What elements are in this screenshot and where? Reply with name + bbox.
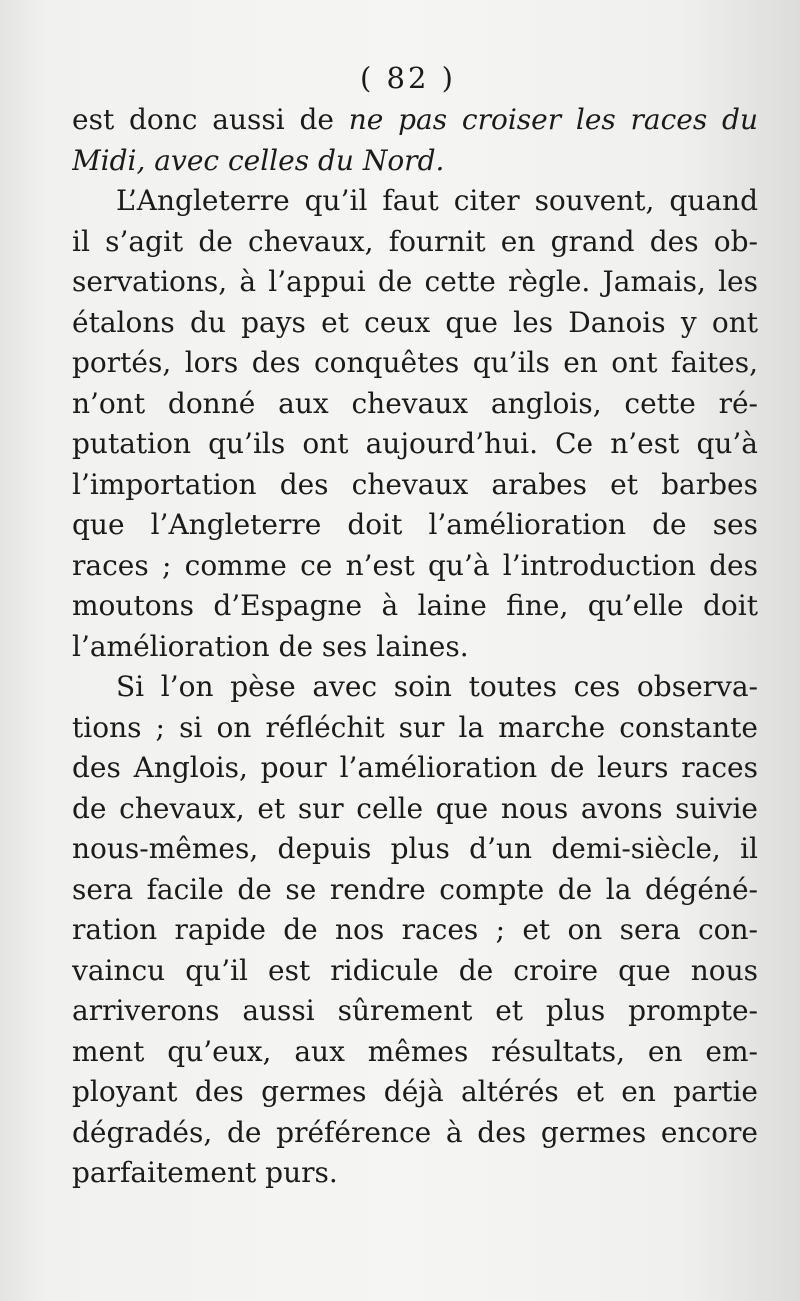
- text-line: [72, 870, 758, 911]
- text-line: [72, 748, 758, 789]
- text-segment: servations, à l’appui de cette règle. Jamais, les: [72, 265, 758, 298]
- text-line: [72, 1072, 758, 1113]
- text-line: [72, 384, 758, 425]
- text-segment: putation qu’ils ont aujourd’hui. Ce n’est qu’à: [72, 427, 758, 460]
- text-segment: tions ; si on réfléchit sur la marche constante: [72, 710, 758, 744]
- text-segment: vaincu qu’il est ridicule de croire que nous: [72, 953, 758, 987]
- text-segment: ration rapide de nos races ; et on sera con-: [72, 913, 758, 946]
- text-segment: dégradés, de préférence à des germes encore: [72, 1115, 758, 1149]
- text-line: [72, 424, 758, 465]
- text-line: [72, 343, 758, 384]
- text-line: [72, 1113, 758, 1154]
- text-line: [72, 262, 758, 303]
- text-line: [72, 627, 758, 668]
- text-line: [72, 586, 758, 627]
- body-text: [72, 100, 758, 1194]
- text-line: [72, 1032, 758, 1073]
- italic-text: ne pas croiser les races du: [348, 103, 758, 136]
- text-line: [72, 303, 758, 344]
- text-segment: que l’Angleterre doit l’amélioration de ses: [72, 508, 758, 541]
- text-line: [72, 910, 758, 951]
- text-segment: portés, lors des conquêtes qu’ils en ont faites,: [72, 346, 758, 379]
- text-line: [72, 991, 758, 1032]
- text-segment: arriverons aussi sûrement et plus prompte-: [72, 994, 758, 1027]
- text-line: [72, 100, 758, 141]
- text-segment: Si l’on pèse avec soin toutes ces observa-: [116, 670, 758, 703]
- text-line: [72, 829, 758, 870]
- text-segment: parfaitement purs.: [72, 1156, 338, 1189]
- text-line: [72, 465, 758, 506]
- text-segment: sera facile de se rendre compte de la dégéné-: [72, 872, 758, 906]
- text-segment: de chevaux, et sur celle que nous avons suivie: [72, 791, 758, 825]
- page-number: ( 82 ): [360, 61, 456, 95]
- text-segment: des Anglois, pour l’amélioration de leurs races: [72, 751, 758, 784]
- text-segment: est donc aussi de: [72, 103, 349, 136]
- italic-text: Midi, avec celles du Nord.: [72, 143, 445, 177]
- text-segment: ployant des germes déjà altérés et en partie: [72, 1075, 758, 1108]
- text-line: [72, 546, 758, 587]
- text-line: [72, 1153, 758, 1194]
- text-line: [72, 789, 758, 830]
- text-line: [72, 141, 758, 182]
- text-segment: étalons du pays et ceux que les Danois y ont: [72, 305, 758, 339]
- text-segment: ment qu’eux, aux mêmes résultats, en em-: [72, 1034, 758, 1068]
- text-line: [72, 708, 758, 749]
- text-segment: races ; comme ce n’est qu’à l’introduction des: [72, 548, 758, 582]
- text-line: [72, 181, 758, 222]
- text-segment: l’amélioration de ses laines.: [72, 629, 469, 663]
- text-line: [72, 951, 758, 992]
- text-segment: n’ont donné aux chevaux anglois, cette ré-: [72, 386, 758, 420]
- text-segment: l’importation des chevaux arabes et barbes: [72, 467, 758, 501]
- text-line: [72, 667, 758, 708]
- text-segment: moutons d’Espagne à laine fine, qu’elle doit: [72, 589, 758, 622]
- text-line: [72, 222, 758, 263]
- text-segment: nous-mêmes, depuis plus d’un demi-siècle, il: [72, 832, 758, 865]
- text-segment: L’Angleterre qu’il faut citer souvent, quand: [116, 184, 758, 217]
- text-line: [72, 505, 758, 546]
- text-segment: il s’agit de chevaux, fournit en grand des ob-: [72, 224, 758, 258]
